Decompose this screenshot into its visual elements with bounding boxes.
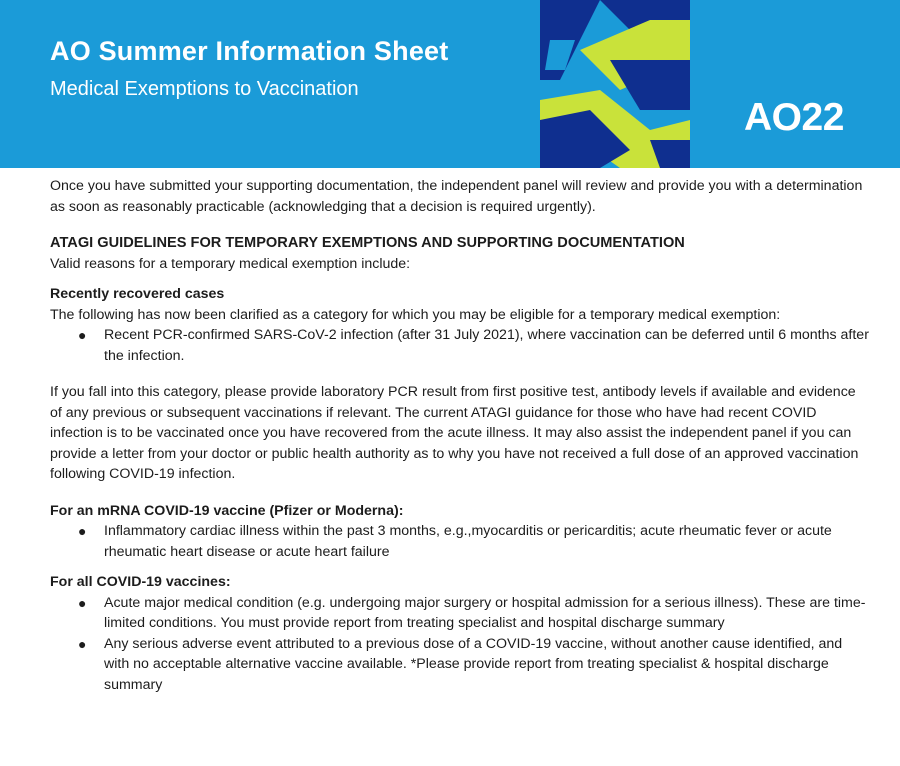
mrna-list [50,521,870,562]
list-item: ● Inflammatory cardiac illness within the past 3 months, e.g.,myocarditis or pericarditis; acute rheumatic fever or acute rheumatic heart disease or acute heart failure [78,523,832,560]
section-heading: ATAGI GUIDELINES FOR TEMPORARY EXEMPTIONS AND SUPPORTING DOCUMENTATION [50,235,685,251]
mrna-heading: For an mRNA COVID-19 vaccine (Pfizer or Moderna): [50,502,404,519]
bullet-icon: ● [78,523,87,539]
recent-cases-heading: Recently recovered cases [50,286,225,302]
all-vaccines-list [50,593,870,696]
document-body [50,176,870,695]
bullet-icon: ● [78,635,87,652]
all-vaccines-heading: For all COVID-19 vaccines: [50,574,231,590]
intro-paragraph: Once you have submitted your supporting documentation, the independent panel will review and provide you with a determination as soon as reasonably practicable (acknowledging that a decision is required urgently). [50,178,863,215]
bullet-icon: ● [78,594,87,611]
list-item: ● Any serious adverse event attributed to a previous dose of a COVID-19 vaccine, without another cause identified, and with no acceptable alternative vaccine available. *Please provide report from treating specialist & hospital discharge summary [78,635,843,693]
recent-cases-list [50,325,870,366]
recent-cases-paragraph: If you fall into this category, please provide laboratory PCR result from first positive test, antibody levels if available and evidence of any previous or subsequent vaccinations if relevant. The current ATAGI guidance for those who have had recent COVID infection is to be vaccinated once you have recovered from the acute illness. It may also assist the independent panel if you can provide a letter from your doctor or public health authority as to why you have not received a full dose of an approved vaccination following COVID-19 infection. [50,384,859,482]
section-intro: Valid reasons for a temporary medical exemption include: [50,255,411,272]
header-banner [0,0,900,168]
sheet-title: AO Summer Information Sheet [50,36,449,66]
list-item: ● Recent PCR-confirmed SARS-CoV-2 infection (after 31 July 2021), where vaccination can be deferred until 6 months after the infection. [78,327,869,364]
ao-graphic-pattern [540,0,690,168]
ao22-logo: AO22 [744,96,844,139]
sheet-subtitle: Medical Exemptions to Vaccination [50,78,359,100]
recent-cases-lead: The following has now been clarified as a category for which you may be eligible for a temporary medical exemption: [50,306,781,323]
list-item: ● Acute major medical condition (e.g. undergoing major surgery or hospital admission for a serious illness). These are time-limited conditions. You must provide report from treating specialist and hospital discharge summary [78,594,866,631]
bullet-icon: ● [78,327,87,343]
